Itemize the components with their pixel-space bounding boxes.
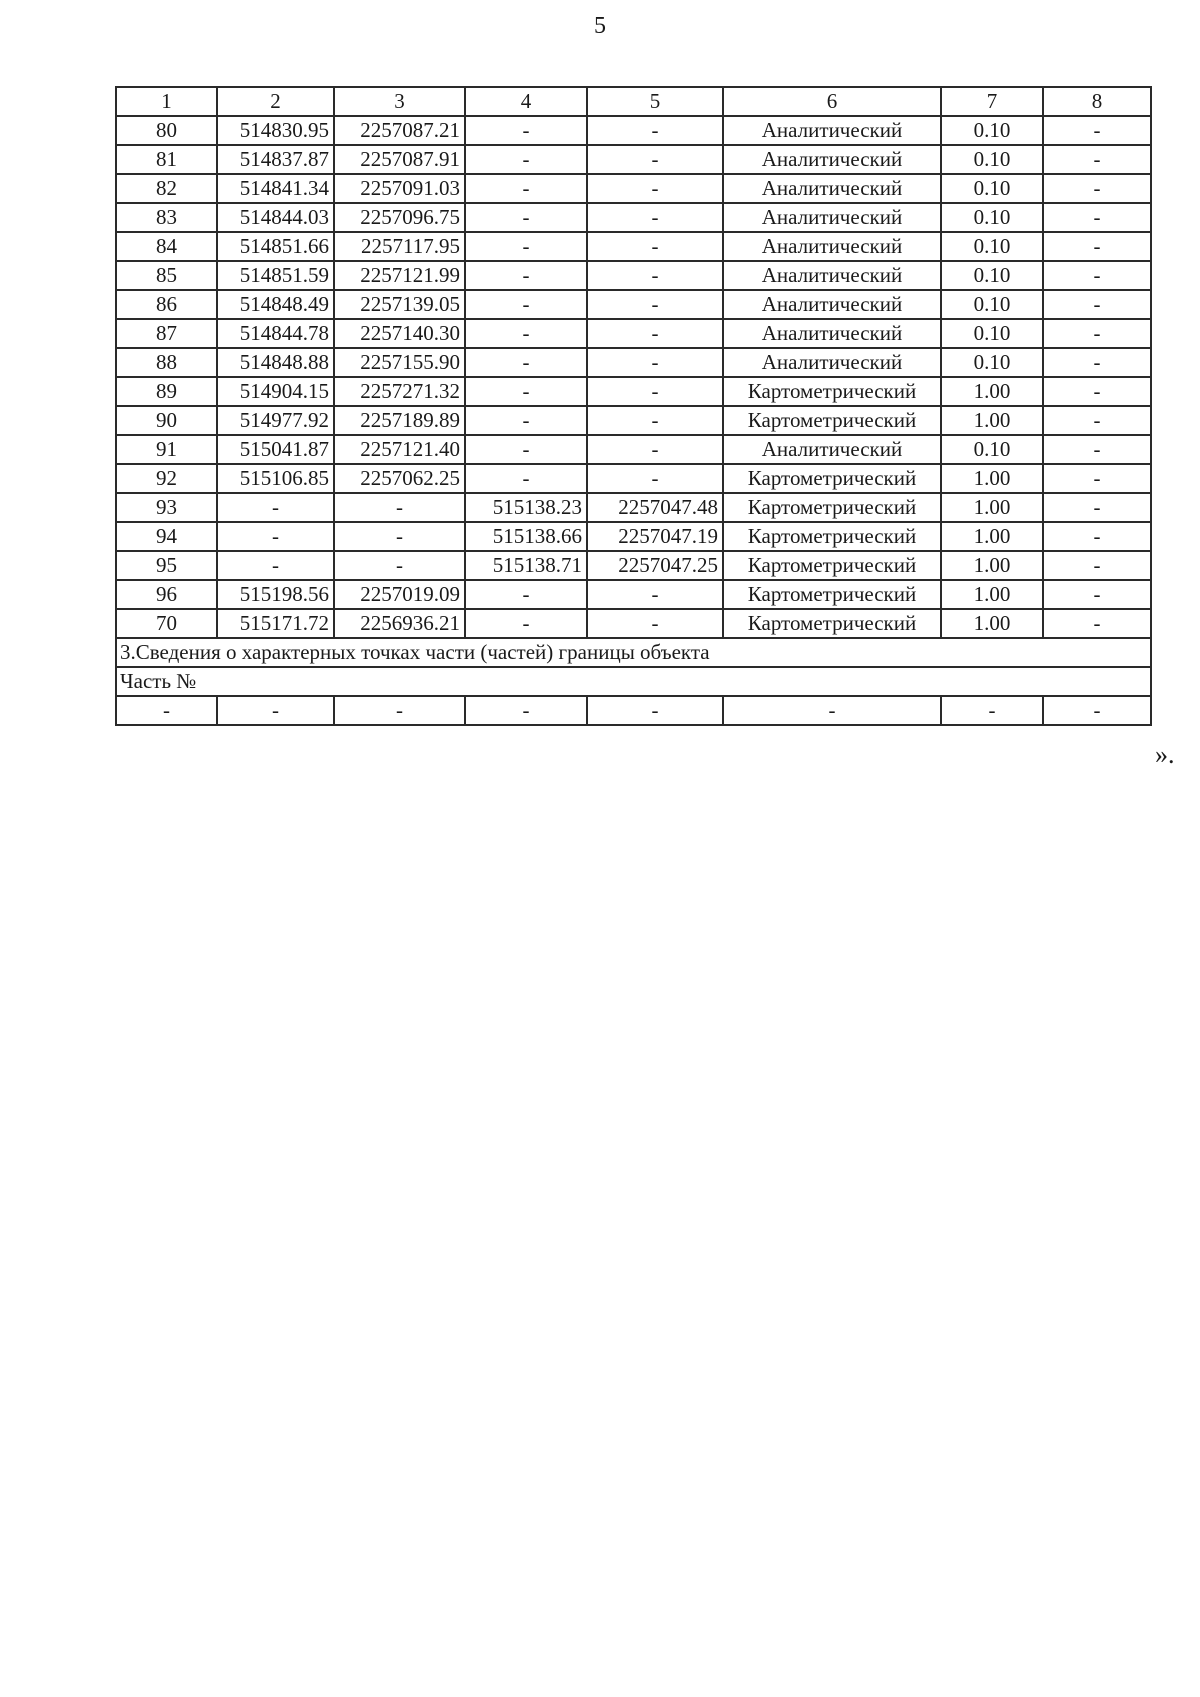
table-cell-col-6: Аналитический (723, 232, 941, 261)
table-cell-col-6: Аналитический (723, 319, 941, 348)
table-cell-col-2: 514848.88 (217, 348, 334, 377)
table-cell-col-8: - (1043, 696, 1151, 725)
table-cell-col-5: - (587, 696, 723, 725)
table-cell-col-2: 514837.87 (217, 145, 334, 174)
table-cell-col-4: - (465, 290, 587, 319)
table-cell-col-5: - (587, 290, 723, 319)
table-cell-col-3: - (334, 493, 465, 522)
table-cell-col-5: - (587, 145, 723, 174)
table-cell-col-8: - (1043, 406, 1151, 435)
table-cell-col-6: Аналитический (723, 116, 941, 145)
table-cell-col-4: - (465, 580, 587, 609)
table-row (116, 203, 1151, 232)
table-cell-col-6: Аналитический (723, 348, 941, 377)
table-header-row (116, 87, 1151, 116)
table-row (116, 551, 1151, 580)
table-cell-col-3: 3 (334, 87, 465, 116)
table-cell-col-3: 2257121.40 (334, 435, 465, 464)
table-cell-col-7: 0.10 (941, 145, 1043, 174)
table-cell-col-6: 6 (723, 87, 941, 116)
table-cell-col-2: 514851.59 (217, 261, 334, 290)
table-cell-col-3: 2257091.03 (334, 174, 465, 203)
table-cell-col-5: - (587, 261, 723, 290)
table-cell-col-7: 0.10 (941, 348, 1043, 377)
table-cell-col-6: Аналитический (723, 435, 941, 464)
table-cell-col-5: - (587, 203, 723, 232)
table-cell-col-5: 5 (587, 87, 723, 116)
table-cell-col-4: - (465, 435, 587, 464)
table-cell-col-7: 0.10 (941, 174, 1043, 203)
table-row (116, 435, 1151, 464)
table-cell-col-2: 514841.34 (217, 174, 334, 203)
table-cell-col-2: 514977.92 (217, 406, 334, 435)
table-cell-col-1: 94 (116, 522, 217, 551)
table-cell-col-6: Картометрический (723, 580, 941, 609)
table-cell-col-4: - (465, 145, 587, 174)
table-cell-col-4: - (465, 377, 587, 406)
table-cell-col-5: - (587, 377, 723, 406)
table-cell-col-2: 515171.72 (217, 609, 334, 638)
table-cell-col-7: 7 (941, 87, 1043, 116)
page-number: 5 (594, 13, 606, 39)
table-body (116, 87, 1151, 725)
table-cell-col-3: 2257271.32 (334, 377, 465, 406)
table-cell-col-6: Аналитический (723, 145, 941, 174)
table-cell-col-4: - (465, 348, 587, 377)
table-cell-col-2: - (217, 493, 334, 522)
table-row (116, 319, 1151, 348)
table-cell-col-7: 0.10 (941, 435, 1043, 464)
table-cell-col-1: 81 (116, 145, 217, 174)
table-cell-col-7: 1.00 (941, 406, 1043, 435)
table-cell-col-2: 514844.78 (217, 319, 334, 348)
table-cell-col-6: Картометрический (723, 464, 941, 493)
table-cell-col-4: 515138.23 (465, 493, 587, 522)
empty-part-row (116, 696, 1151, 725)
table-cell-col-8: 8 (1043, 87, 1151, 116)
part-label-row (116, 667, 1151, 696)
table-cell-col-4: - (465, 261, 587, 290)
table-cell-col-5: - (587, 435, 723, 464)
table-cell-col-5: 2257047.25 (587, 551, 723, 580)
table-cell-col-4: - (465, 696, 587, 725)
table-cell-col-8: - (1043, 232, 1151, 261)
table-cell-col-6: Аналитический (723, 174, 941, 203)
part-label: Часть № (116, 667, 1151, 696)
table-cell-col-5: - (587, 580, 723, 609)
table-cell-col-6: Аналитический (723, 261, 941, 290)
table-cell-col-6: Картометрический (723, 377, 941, 406)
table-cell-col-2: 514851.66 (217, 232, 334, 261)
table-cell-col-2: 2 (217, 87, 334, 116)
table-row (116, 232, 1151, 261)
table-cell-col-6: Картометрический (723, 406, 941, 435)
table-cell-col-8: - (1043, 522, 1151, 551)
table-cell-col-1: 90 (116, 406, 217, 435)
table-cell-col-1: 87 (116, 319, 217, 348)
table-cell-col-8: - (1043, 580, 1151, 609)
table-cell-col-3: 2257139.05 (334, 290, 465, 319)
table-cell-col-2: 514830.95 (217, 116, 334, 145)
table-cell-col-1: 92 (116, 464, 217, 493)
table-row (116, 290, 1151, 319)
table-cell-col-1: 80 (116, 116, 217, 145)
table-cell-col-1: 95 (116, 551, 217, 580)
table-cell-col-5: - (587, 609, 723, 638)
table-cell-col-8: - (1043, 609, 1151, 638)
table-cell-col-8: - (1043, 203, 1151, 232)
table-row (116, 348, 1151, 377)
table-cell-col-1: 83 (116, 203, 217, 232)
table-cell-col-1: 86 (116, 290, 217, 319)
table-cell-col-6: Аналитический (723, 290, 941, 319)
table-cell-col-6: Картометрический (723, 551, 941, 580)
table-cell-col-6: Картометрический (723, 522, 941, 551)
table-cell-col-4: - (465, 232, 587, 261)
table-cell-col-2: 515198.56 (217, 580, 334, 609)
table-cell-col-7: 1.00 (941, 551, 1043, 580)
table-cell-col-5: - (587, 464, 723, 493)
table-cell-col-7: 1.00 (941, 522, 1043, 551)
table-cell-col-5: 2257047.48 (587, 493, 723, 522)
table-cell-col-5: - (587, 406, 723, 435)
table-cell-col-1: - (116, 696, 217, 725)
table-row (116, 609, 1151, 638)
table-cell-col-7: 1.00 (941, 377, 1043, 406)
table-cell-col-6: Картометрический (723, 493, 941, 522)
table-cell-col-6: Картометрический (723, 609, 941, 638)
table-row (116, 406, 1151, 435)
section-title: 3.Сведения о характерных точках части (частей) границы объекта (116, 638, 1151, 667)
table-cell-col-8: - (1043, 464, 1151, 493)
table-cell-col-3: - (334, 551, 465, 580)
table-cell-col-3: 2257117.95 (334, 232, 465, 261)
table-cell-col-3: 2257096.75 (334, 203, 465, 232)
table-cell-col-3: 2257140.30 (334, 319, 465, 348)
table-cell-col-4: - (465, 174, 587, 203)
table-cell-col-8: - (1043, 261, 1151, 290)
table-cell-col-1: 85 (116, 261, 217, 290)
table-cell-col-1: 84 (116, 232, 217, 261)
closing-quote: ». (1155, 740, 1175, 769)
table-cell-col-2: 514844.03 (217, 203, 334, 232)
section-title-row (116, 638, 1151, 667)
table-cell-col-8: - (1043, 319, 1151, 348)
table-cell-col-8: - (1043, 145, 1151, 174)
table-cell-col-5: - (587, 232, 723, 261)
table-cell-col-2: 514904.15 (217, 377, 334, 406)
table-cell-col-2: - (217, 522, 334, 551)
table-cell-col-4: 515138.66 (465, 522, 587, 551)
table-cell-col-8: - (1043, 493, 1151, 522)
table-cell-col-7: 1.00 (941, 580, 1043, 609)
table-cell-col-4: - (465, 464, 587, 493)
table-cell-col-4: - (465, 116, 587, 145)
table-cell-col-3: 2257087.21 (334, 116, 465, 145)
table-cell-col-3: - (334, 696, 465, 725)
table-cell-col-7: 1.00 (941, 609, 1043, 638)
table-row (116, 493, 1151, 522)
table-cell-col-7: - (941, 696, 1043, 725)
table-cell-col-3: 2257155.90 (334, 348, 465, 377)
table-cell-col-5: - (587, 116, 723, 145)
table-cell-col-4: - (465, 406, 587, 435)
table-cell-col-4: 4 (465, 87, 587, 116)
table-cell-col-6: Аналитический (723, 203, 941, 232)
table-cell-col-1: 70 (116, 609, 217, 638)
table-cell-col-8: - (1043, 174, 1151, 203)
table-cell-col-8: - (1043, 290, 1151, 319)
table-cell-col-1: 82 (116, 174, 217, 203)
table-cell-col-5: - (587, 319, 723, 348)
table-cell-col-2: - (217, 696, 334, 725)
table-cell-col-8: - (1043, 435, 1151, 464)
table-cell-col-3: 2256936.21 (334, 609, 465, 638)
table-cell-col-1: 89 (116, 377, 217, 406)
table-row (116, 145, 1151, 174)
table-row (116, 261, 1151, 290)
table-cell-col-3: - (334, 522, 465, 551)
table-cell-col-5: - (587, 348, 723, 377)
table-cell-col-2: - (217, 551, 334, 580)
table-row (116, 522, 1151, 551)
table-cell-col-7: 0.10 (941, 261, 1043, 290)
table-cell-col-2: 515106.85 (217, 464, 334, 493)
table-cell-col-4: - (465, 609, 587, 638)
table-cell-col-2: 515041.87 (217, 435, 334, 464)
table-cell-col-8: - (1043, 116, 1151, 145)
table-cell-col-6: - (723, 696, 941, 725)
table-cell-col-8: - (1043, 377, 1151, 406)
table-cell-col-7: 1.00 (941, 493, 1043, 522)
table-cell-col-3: 2257019.09 (334, 580, 465, 609)
table-cell-col-8: - (1043, 348, 1151, 377)
table-row (116, 580, 1151, 609)
table-cell-col-1: 96 (116, 580, 217, 609)
table-row (116, 464, 1151, 493)
table-cell-col-3: 2257121.99 (334, 261, 465, 290)
table-cell-col-3: 2257189.89 (334, 406, 465, 435)
table-row (116, 377, 1151, 406)
table-cell-col-4: - (465, 319, 587, 348)
table-cell-col-2: 514848.49 (217, 290, 334, 319)
table-cell-col-5: - (587, 174, 723, 203)
table-cell-col-7: 0.10 (941, 116, 1043, 145)
table-row (116, 174, 1151, 203)
table-cell-col-4: - (465, 203, 587, 232)
table-cell-col-8: - (1043, 551, 1151, 580)
table-cell-col-7: 0.10 (941, 203, 1043, 232)
table-cell-col-7: 1.00 (941, 464, 1043, 493)
table-cell-col-1: 91 (116, 435, 217, 464)
table-cell-col-5: 2257047.19 (587, 522, 723, 551)
coordinates-table (115, 86, 1152, 726)
table-cell-col-3: 2257062.25 (334, 464, 465, 493)
table-cell-col-7: 0.10 (941, 319, 1043, 348)
table-cell-col-1: 93 (116, 493, 217, 522)
table-cell-col-7: 0.10 (941, 232, 1043, 261)
table-cell-col-1: 1 (116, 87, 217, 116)
table-cell-col-7: 0.10 (941, 290, 1043, 319)
table-cell-col-3: 2257087.91 (334, 145, 465, 174)
table-row (116, 116, 1151, 145)
table-cell-col-4: 515138.71 (465, 551, 587, 580)
table-cell-col-1: 88 (116, 348, 217, 377)
